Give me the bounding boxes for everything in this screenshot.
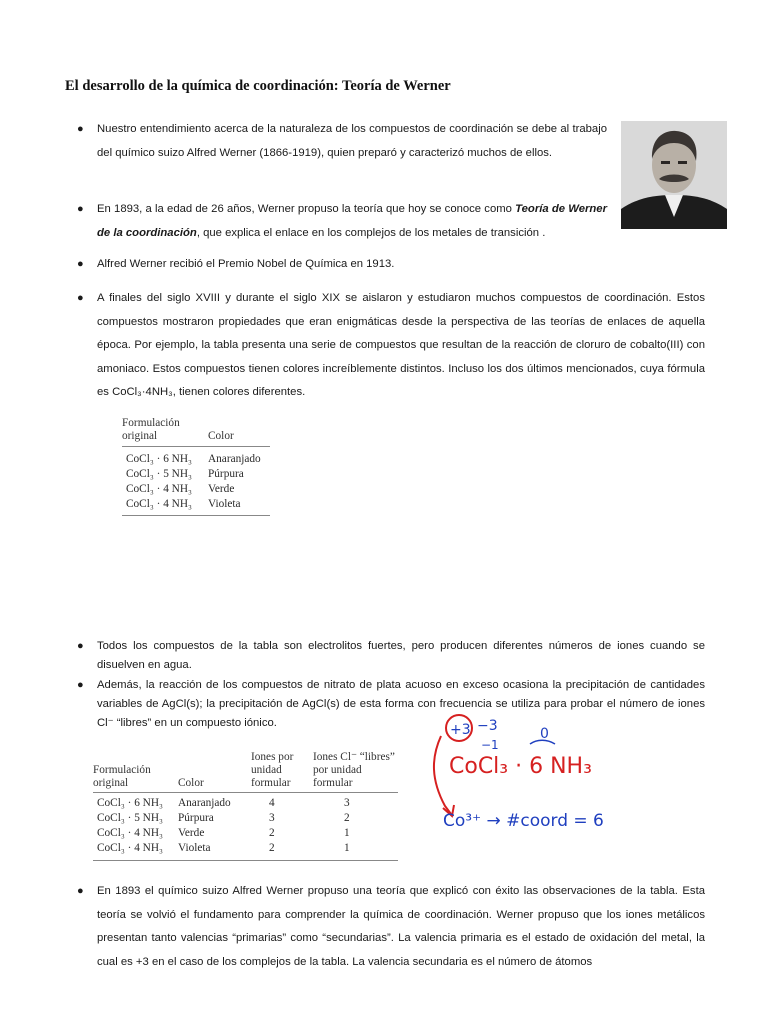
handwriting-result: Co³⁺ → #coord = 6 <box>443 811 604 831</box>
handwriting-ox-cl-each: −1 <box>481 738 499 752</box>
table-cell-color: Violeta <box>178 842 211 854</box>
table-cell-formula: CoCl₃ · 4 NH₃ <box>126 483 192 495</box>
table-rule <box>93 860 398 861</box>
handwriting-ox-nh3: 0 <box>540 726 549 742</box>
table-cell-color: Violeta <box>208 498 241 510</box>
table-cell-formula: CoCl₃ · 5 NH₃ <box>126 468 192 480</box>
table-cell-color: Anaranjado <box>208 453 261 465</box>
table-cell-free-cl: 3 <box>344 797 350 809</box>
bullet-icon: ● <box>77 885 84 897</box>
table-cell-color: Púrpura <box>178 812 214 824</box>
handwriting-ox-cl: −3 <box>477 718 498 734</box>
table-cell-ions: 2 <box>269 842 275 854</box>
bullet-emphasis: Teoría de Werner de la coordinación <box>97 203 607 239</box>
bullet-text: Alfred Werner recibió el Premio Nobel de Química en 1913. <box>97 258 395 270</box>
table-cell-ions: 4 <box>269 797 275 809</box>
handwritten-annotation <box>425 708 625 838</box>
bullet-icon: ● <box>77 123 84 135</box>
bullet-electrolytes <box>77 637 705 675</box>
page-title: El desarrollo de la química de coordinación: Teoría de Werner <box>65 78 451 94</box>
bullet-history <box>77 287 705 405</box>
table-cell-color: Anaranjado <box>178 797 231 809</box>
table-header-formulation: Formulación original <box>93 764 151 789</box>
table-cell-formula: CoCl₃ · 4 NH₃ <box>97 842 163 854</box>
table-rule <box>93 792 398 793</box>
table-cell-ions: 2 <box>269 827 275 839</box>
table-header-formulation: Formulación original <box>122 417 180 442</box>
bullet-icon: ● <box>77 640 84 652</box>
compounds-ions-table <box>93 750 399 862</box>
table-cell-color: Púrpura <box>208 468 244 480</box>
bullet-icon: ● <box>77 258 84 270</box>
table-rule <box>122 515 270 516</box>
table-cell-formula: CoCl₃ · 6 NH₃ <box>126 453 192 465</box>
table-cell-free-cl: 1 <box>344 842 350 854</box>
table-cell-color: Verde <box>208 483 235 495</box>
bullet-text: Además, la reacción de los compuestos de nitrato de plata acuoso en exceso ocasiona la precipitación de cantidades variables de AgCl(s); la precipitación de AgCl(s) de esta forma con frecuencia se utiliza para probar el número de iones Cl⁻ “libres” en un compuesto iónico. <box>97 679 705 729</box>
bullet-werner-intro <box>77 118 607 165</box>
table-header-color: Color <box>208 430 234 442</box>
bullet-werner-theory <box>77 198 607 245</box>
bullet-text: Todos los compuestos de la tabla son electrolitos fuertes, pero producen diferentes números de iones cuando se disuelven en agua. <box>97 640 705 671</box>
bullet-icon: ● <box>77 203 84 215</box>
table-cell-free-cl: 1 <box>344 827 350 839</box>
bullet-icon: ● <box>77 292 84 304</box>
table-header-free-cl: Iones Cl⁻ “libres” por unidad formular <box>313 751 395 789</box>
table-cell-formula: CoCl₃ · 4 NH₃ <box>126 498 192 510</box>
bullet-text: A finales del siglo XVIII y durante el siglo XIX se aislaron y estudiaron muchos compuestos de coordinación. Estos compuestos mostraron propiedades que eran enigmáticas desde la perspectiva de las teorías de enlaces de aquella época. Por ejemplo, la tabla presenta una serie de compuestos que resultan de la reacción de cloruro de cobalto(III) con amoniaco. Estos compuestos tienen colores increíblemente distintos. Incluso los dos últimos mencionados, cuya fórmula es CoCl₃·4NH₃, tienen colores diferentes. <box>97 292 705 398</box>
table-rule <box>122 446 270 447</box>
handwriting-strokes <box>425 708 625 838</box>
table-cell-formula: CoCl₃ · 6 NH₃ <box>97 797 163 809</box>
table-cell-color: Verde <box>178 827 205 839</box>
table-cell-free-cl: 2 <box>344 812 350 824</box>
table-cell-formula: CoCl₃ · 5 NH₃ <box>97 812 163 824</box>
bullet-nobel <box>77 253 717 277</box>
alfred-werner-portrait <box>621 121 727 229</box>
handwriting-ox-co: +3 <box>450 722 471 738</box>
handwriting-formula: CoCl₃ · 6 NH₃ <box>449 754 592 779</box>
compounds-color-table <box>122 417 272 517</box>
table-header-color: Color <box>178 777 204 789</box>
table-cell-formula: CoCl₃ · 4 NH₃ <box>97 827 163 839</box>
bullet-text: En 1893 el químico suizo Alfred Werner propuso una teoría que explicó con éxito las observaciones de la tabla. Esta teoría se volvió el fundamento para comprender la química de coordinación. Werner propuso que los iones metálicos presentan tanto valencias “primarias” como “secundarias”. La valencia primaria es el estado de oxidación del metal, la cual es +3 en el caso de los complejos de la tabla. La valencia secundaria es el número de átomos <box>97 885 705 968</box>
bullet-text: , que explica el enlace en los complejos de los metales de transición . <box>196 226 546 239</box>
portrait-image <box>621 121 727 229</box>
table-cell-ions: 3 <box>269 812 275 824</box>
table-header-ions: Iones por unidad formular <box>251 751 294 789</box>
bullet-valences <box>77 880 705 974</box>
bullet-icon: ● <box>77 679 84 691</box>
bullet-text: En 1893, a la edad de 26 años, Werner propuso la teoría que hoy se conoce como <box>97 203 516 215</box>
bullet-text: Nuestro entendimiento acerca de la naturaleza de los compuestos de coordinación se debe al trabajo del químico suizo Alfred Werner (1866-1919), quien preparó y caracterizó muchos de ellos. <box>97 123 607 159</box>
